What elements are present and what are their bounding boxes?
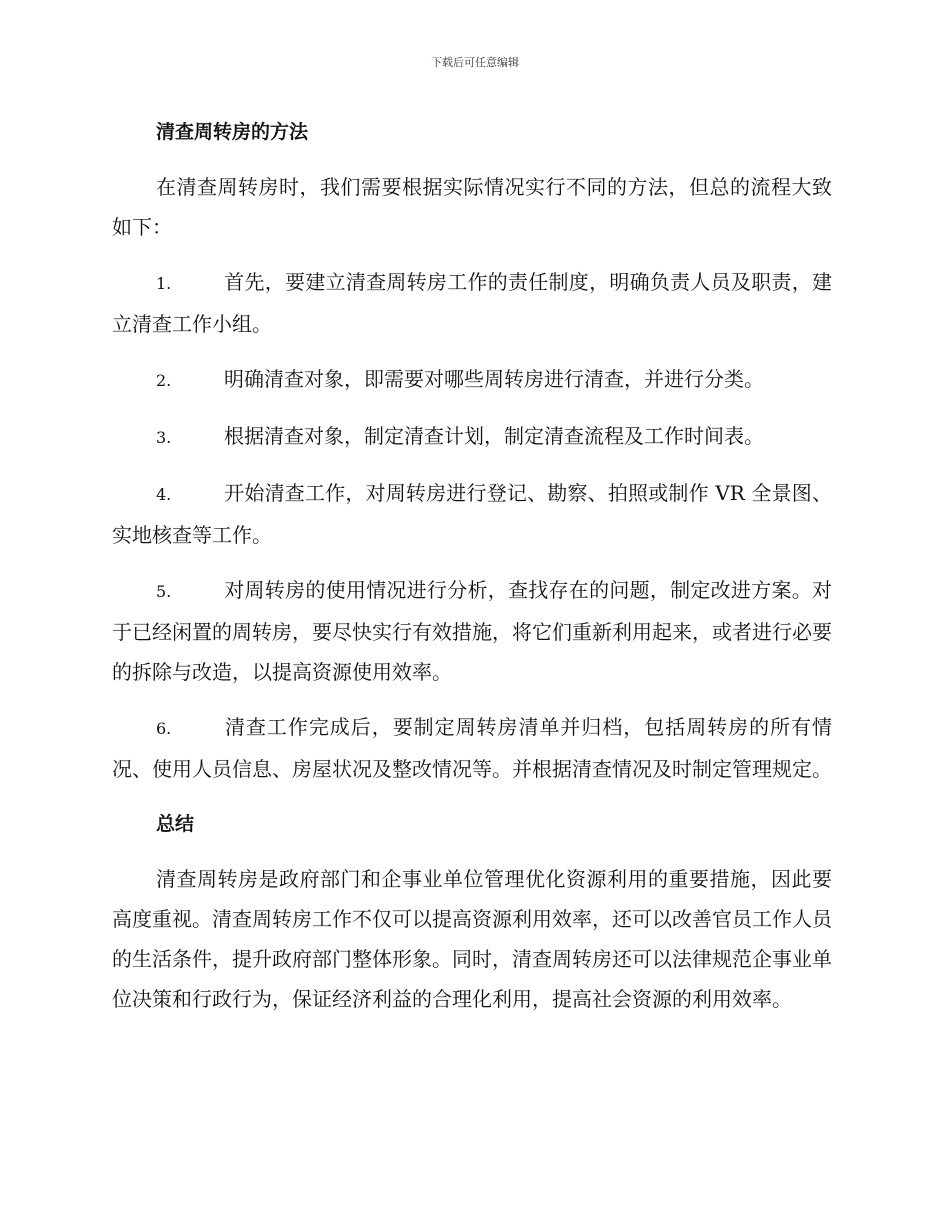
list-item: [112, 416, 832, 458]
intro-paragraph: 在清查周转房时，我们需要根据实际情况实行不同的方法，但总的流程大致如下：: [112, 175, 832, 239]
list-item-text: 开始清查工作，对周转房进行登记、勘察、拍照或制作 VR 全景图、实地核查等工作。: [112, 481, 832, 547]
section-title-methods: 清查周转房的方法: [156, 121, 309, 143]
list-item-number: 6.: [156, 719, 172, 738]
list-item-number: 2.: [156, 371, 172, 390]
list-item-text: 明确清查对象，即需要对哪些周转房进行清查，并进行分类。: [224, 367, 764, 391]
list-item-text: 首先，要建立清查周转房工作的责任制度，明确负责人员及职责，建立清查工作小组。: [112, 270, 832, 336]
page-header: 下载后可任意编辑: [431, 56, 519, 69]
list-item-number: 5.: [156, 582, 172, 601]
list-item-text: 根据清查对象，制定清查计划，制定清查流程及工作时间表。: [224, 424, 764, 448]
list-item: [112, 707, 832, 789]
section-title-summary: 总结: [156, 813, 195, 835]
list-item-number: 4.: [156, 485, 172, 504]
list-item: [112, 570, 832, 692]
list-item-text: 清查工作完成后，要制定周转房清单并归档，包括周转房的所有情况、使用人员信息、房屋状况及整改情况等。并根据清查情况及时制定管理规定。: [112, 715, 832, 781]
list-item: [112, 473, 832, 555]
summary-paragraph: 清查周转房是政府部门和企事业单位管理优化资源利用的重要措施，因此要高度重视。清查周转房工作不仅可以提高资源利用效率，还可以改善官员工作人员的生活条件，提升政府部门整体形象。同时，清查周转房还可以法律规范企事业单位决策和行政行为，保证经济利益的合理化利用，提高社会资源的利用效率。: [112, 867, 832, 1011]
list-item: [112, 359, 832, 401]
list-item-text: 对周转房的使用情况进行分析，查找存在的问题，制定改进方案。对于已经闲置的周转房，要尽快实行有效措施，将它们重新利用起来，或者进行必要的拆除与改造，以提高资源使用效率。: [112, 578, 832, 684]
list-item-number: 1.: [156, 274, 172, 293]
list-item-number: 3.: [156, 428, 172, 447]
document-body: [112, 112, 832, 1034]
list-item: [112, 262, 832, 344]
